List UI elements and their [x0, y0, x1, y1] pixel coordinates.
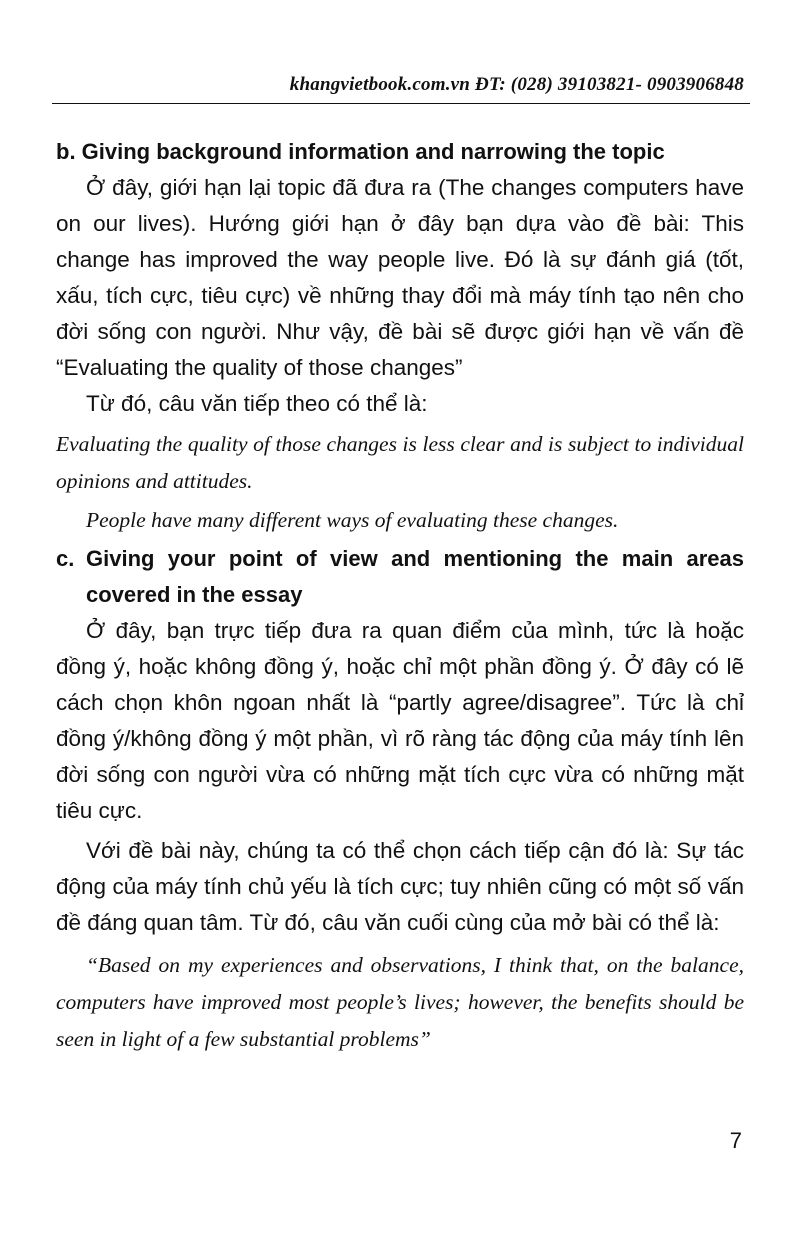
- section-b-paragraph-1: Ở đây, giới hạn lại topic đã đưa ra (The changes computers have on our lives). Hướng giới hạn ở đây bạn dựa vào đề bài: This change has improved the way people live. Đó là sự đánh giá (tốt, xấu, tích cực, tiêu cực) về những thay đổi mà máy tính tạo nên cho đời sống con người. Như vậy, đề bài sẽ được giới hạn về vấn đề “Evaluating the quality of those changes”: [56, 175, 744, 380]
- section-b-heading: b. Giving background information and narrowing the topic: [56, 139, 665, 164]
- page-number: 7: [729, 1128, 742, 1153]
- section-c-paragraph-1: Ở đây, bạn trực tiếp đưa ra quan điểm của mình, tức là hoặc đồng ý, hoặc không đồng ý, hoặc chỉ một phần đồng ý. Ở đây có lẽ cách chọn khôn ngoan nhất là “partly agree/disagree”. Tức là chỉ đồng ý/không đồng ý một phần, vì rõ ràng tác động của máy tính lên đời sống con người vừa có những mặt tích cực vừa có những mặt tiêu cực.: [56, 618, 744, 823]
- page-header: khangvietbook.com.vn ĐT: (028) 39103821- 0903906848: [289, 74, 744, 95]
- section-c-heading: [56, 541, 744, 613]
- header-rule: [52, 103, 750, 104]
- section-b-example-1: Evaluating the quality of those changes is less clear and is subject to individual opinions and attitudes.: [56, 432, 744, 493]
- section-c-quote: “Based on my experiences and observations, I think that, on the balance, computers have improved most people’s lives; however, the benefits should be seen in light of a few substantial problems”: [56, 953, 744, 1051]
- section-c-heading-text: Giving your point of view and mentioning the main areas covered in the essay: [86, 546, 744, 607]
- section-b-paragraph-2: Từ đó, câu văn tiếp theo có thể là:: [86, 391, 428, 416]
- section-c-paragraph-2: Với đề bài này, chúng ta có thể chọn cách tiếp cận đó là: Sự tác động của máy tính chủ yếu là tích cực; tuy nhiên cũng có một số vấn đề đáng quan tâm. Từ đó, câu văn cuối cùng của mở bài có thể là:: [56, 838, 744, 935]
- section-c-marker: c.: [56, 546, 75, 571]
- page-content: [56, 134, 744, 1058]
- section-b-example-2: People have many different ways of evaluating these changes.: [86, 508, 619, 532]
